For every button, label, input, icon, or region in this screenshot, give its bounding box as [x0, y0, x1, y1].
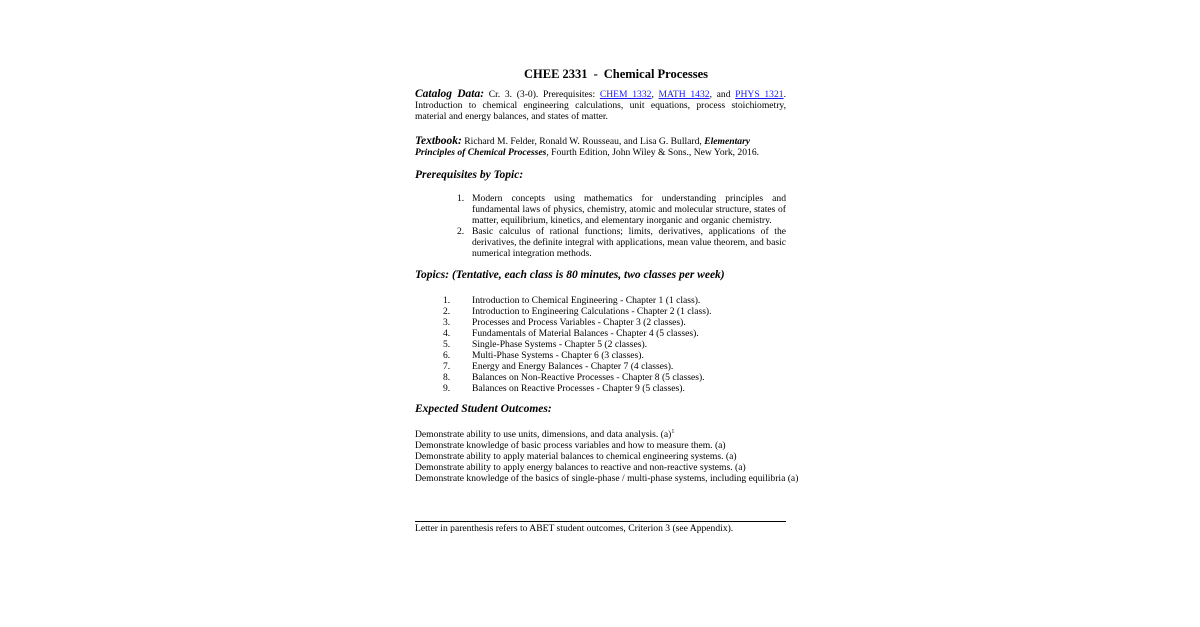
footnote-marker: 1 — [671, 429, 675, 435]
outcome-item: Demonstrate ability to use units, dimensions, and data analysis. $(a)^1$ — [415, 429, 675, 440]
catalog-and: and — [716, 89, 731, 100]
topic-row: 2. Introduction to Engineering Calculations - Chapter 2 (1 class). — [443, 306, 712, 317]
prereq-link-chem[interactable]: CHEM 1332 — [599, 89, 652, 100]
topic-row: 8. Balances on Non-Reactive Processes - Chapter 8 (5 classes). — [443, 372, 705, 383]
course-code: CHEE 2331 — [524, 67, 588, 81]
list-number: 1. — [457, 193, 465, 204]
topic-row: 6. Multi-Phase Systems - Chapter 6 (3 classes). — [443, 350, 644, 361]
prereq-link-phys[interactable]: PHYS 1321 — [735, 89, 784, 100]
catalog-description: Introduction to chemical engineering calculations, unit equations, process stoichiometry, material and energy balances, and states of matter. — [415, 100, 786, 122]
topic-row: 4. Fundamentals of Material Balances - Chapter 4 (5 classes). — [443, 328, 699, 339]
title-separator: - — [593, 67, 598, 81]
list-number: 2. — [457, 226, 465, 237]
textbook-title-2: Principles of Chemical Processes — [415, 147, 547, 158]
textbook-authors: Richard M. Felder, Ronald W. Rousseau, and Lisa G. Bullard, — [464, 136, 702, 147]
list-item — [415, 193, 786, 226]
list-text: Basic calculus of rational functions; limits, derivatives, applications of the derivatives, the definite integral with applications, mean value theorem, and basic numerical integration methods. — [472, 226, 786, 259]
catalog-label: Catalog Data: — [415, 88, 485, 100]
page-title — [415, 66, 817, 82]
outcome-item: Demonstrate ability to apply energy balances to reactive and non-reactive systems. (a) — [415, 462, 746, 473]
catalog-section — [415, 89, 786, 122]
topic-row: 9. Balances on Reactive Processes - Chapter 9 (5 classes). — [443, 383, 685, 394]
outcome-item: Demonstrate knowledge of basic process variables and how to measure them. (a) — [415, 440, 726, 451]
prereq-list — [415, 193, 786, 259]
textbook-title-1: Elementary — [704, 136, 751, 147]
list-item — [415, 226, 786, 259]
outcomes-heading: Expected Student Outcomes: — [415, 403, 552, 415]
textbook-section — [415, 136, 786, 158]
topic-row: 1. Introduction to Chemical Engineering - Chapter 1 (1 class). — [443, 295, 701, 306]
topic-row: 5. Single-Phase Systems - Chapter 5 (2 classes). — [443, 339, 648, 350]
catalog-line-1: Catalog Data: Cr. 3. (3-0). Prerequisites: CHEM 1332, MATH 1432, and PHYS 1321. — [415, 88, 786, 100]
topic-row: 3. Processes and Process Variables - Chapter 3 (2 classes). — [443, 317, 686, 328]
prereq-heading: Prerequisites by Topic: — [415, 169, 524, 181]
outcomes-list — [415, 429, 798, 484]
topic-row: 7. Energy and Energy Balances - Chapter 7 (4 classes). — [443, 361, 674, 372]
textbook-details: , Fourth Edition, John Wiley & Sons., New York, 2016. — [546, 147, 760, 158]
course-name: Chemical Processes — [603, 67, 708, 81]
list-text: Modern concepts using mathematics for understanding principles and fundamental laws of physics, chemistry, atomic and molecular structure, states of matter, equilibrium, kinetics, and elementary inorganic and organic chemistry. — [472, 193, 786, 226]
prereq-link-math[interactable]: MATH 1432 — [658, 89, 710, 100]
footnote-rule — [415, 521, 786, 522]
textbook-label: Textbook: — [415, 135, 462, 147]
topics-heading: Topics: (Tentative, each class is 80 minutes, two classes per week) — [415, 269, 725, 281]
footnote-text: Letter in parenthesis refers to ABET student outcomes, Criterion 3 (see Appendix). — [415, 523, 734, 534]
catalog-credits: Cr. 3. (3-0). Prerequisites: — [488, 89, 596, 100]
outcome-item: Demonstrate knowledge of the basics of single-phase / multi-phase systems, including equilibria (a) — [415, 473, 799, 484]
topics-list — [415, 295, 786, 394]
outcome-item: Demonstrate ability to apply material balances to chemical engineering systems. (a) — [415, 451, 737, 462]
